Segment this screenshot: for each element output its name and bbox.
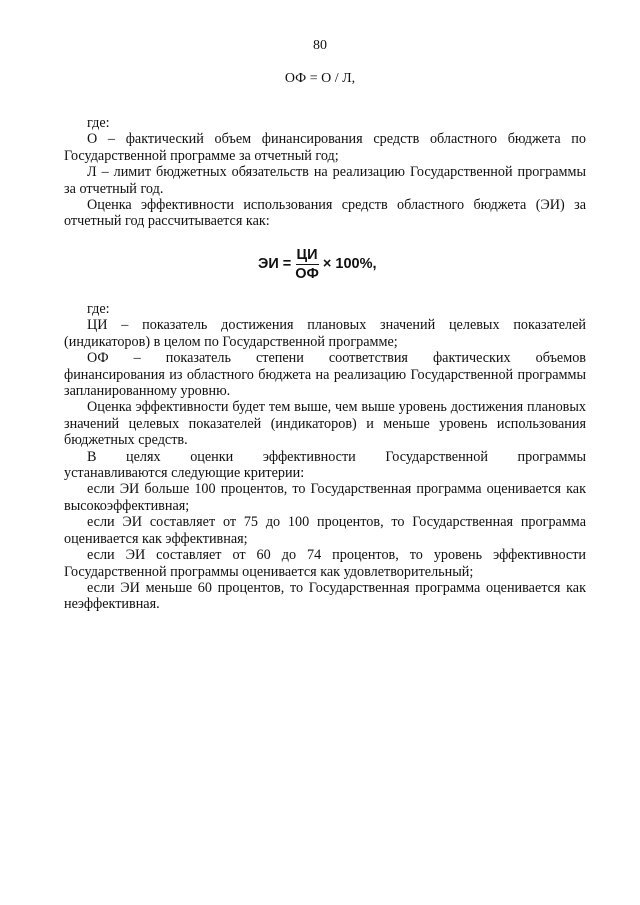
formula-denominator: ОФ [295, 265, 319, 282]
criterion-item: если ЭИ меньше 60 процентов, то Государственная программа оценивается как неэффективная. [64, 579, 586, 613]
where-label-2: где: [87, 301, 110, 317]
definition-of-line1: ОФ – показатель степени соответствия фактических объемов [87, 350, 586, 367]
criteria-intro-line1: В целях оценки эффективности Государственной программы [87, 448, 586, 465]
formula-fraction [295, 247, 319, 282]
definition-l: Л – лимит бюджетных обязательств на реализацию Государственной программы за отчетный год. [64, 164, 586, 197]
criteria-intro-rest: устанавливаются следующие критерии: [64, 465, 305, 482]
criterion-item: если ЭИ составляет от 75 до 100 процентов, то Государственная программа оценивается как эффективная; [64, 514, 586, 547]
criterion-item: если ЭИ составляет от 60 до 74 процентов, то уровень эффективности Государственной программы оценивается как удовлетворительный; [64, 547, 586, 580]
formula-lhs: ЭИ = [258, 256, 292, 272]
formula-numerator: ЦИ [296, 246, 318, 263]
formula-rhs: × 100%, [322, 256, 377, 272]
ei-intro-paragraph: Оценка эффективности использования средств областного бюджета (ЭИ) за отчетный год рассчитывается как: [64, 197, 586, 230]
where-label-1: где: [87, 115, 110, 131]
definition-of-rest: финансирования из областного бюджета на реализацию Государственной программы запланированному уровню. [64, 366, 586, 400]
page-number: 80 [313, 38, 327, 53]
formula-of: ОФ = О / Л, [284, 71, 356, 86]
criterion-item: если ЭИ больше 100 процентов, то Государственная программа оценивается как высокоэффективная; [64, 481, 586, 514]
definition-ci: ЦИ – показатель достижения плановых значений целевых показателей (индикаторов) в целом по Государственной программе; [64, 317, 586, 350]
text-block-upper [64, 115, 586, 230]
efficiency-paragraph: Оценка эффективности будет тем выше, чем выше уровень достижения плановых значений целевых показателей (индикаторов) и меньше уровень использования бюджетных средств. [64, 399, 586, 449]
formula-ei [258, 243, 377, 285]
text-block-lower [64, 301, 586, 613]
definition-o: О – фактический объем финансирования средств областного бюджета по Государственной программе за отчетный год; [64, 131, 586, 164]
